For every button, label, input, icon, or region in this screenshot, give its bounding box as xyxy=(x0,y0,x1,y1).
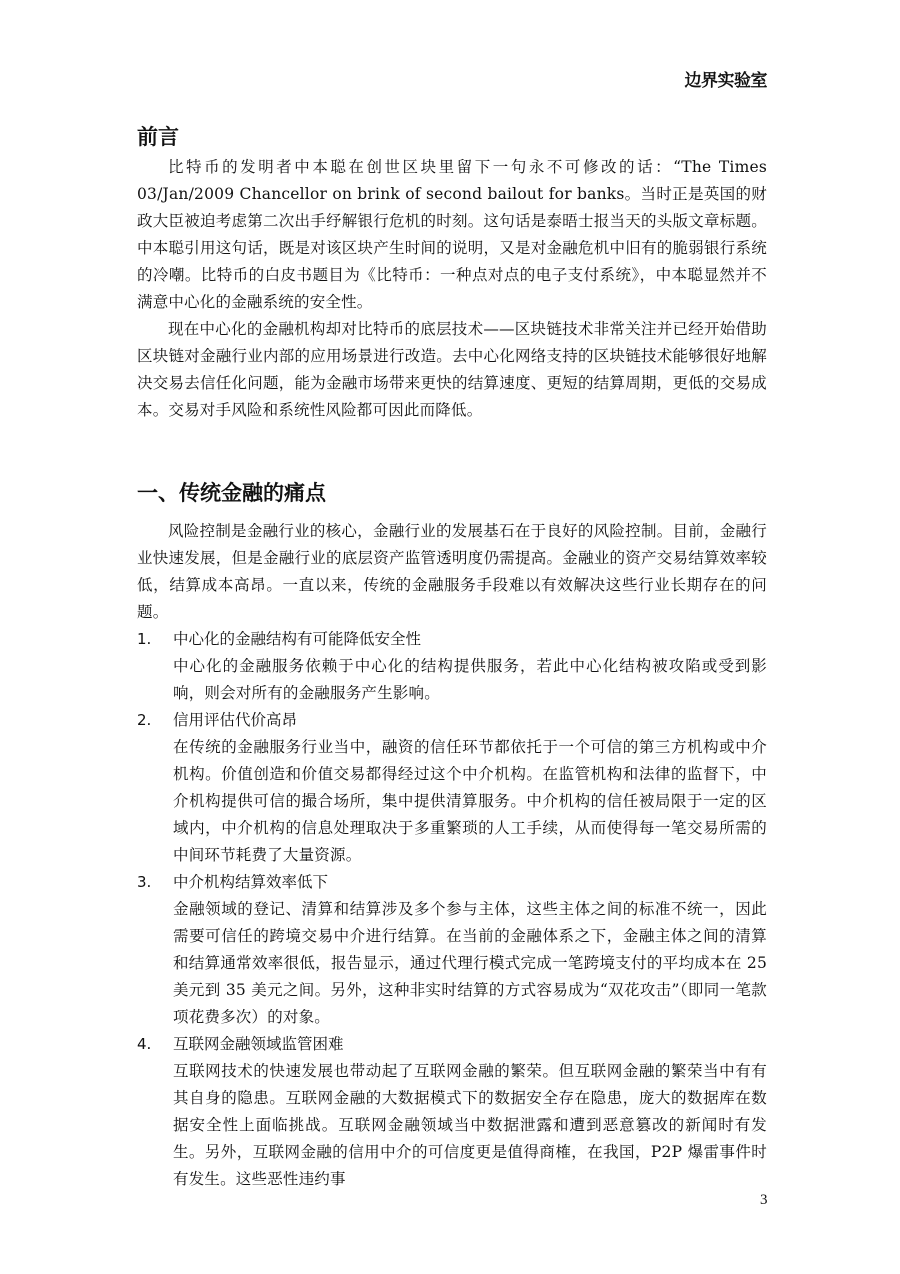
list-item-body: 互联网技术的快速发展也带动起了互联网金融的繁荣。但互联网金融的繁荣当中有有其自身的隐患。互联网金融的大数据模式下的数据安全存在隐患，庞大的数据库在数据安全性上面临挑战。互联网金融领域当中数据泄露和遭到恶意篡改的新闻时有发生。另外，互联网金融的信用中介的可信度更是值得商榷，在我国，P2P 爆雷事件时有发生。这些恶性违约事 xyxy=(173,1062,767,1188)
list-item xyxy=(137,626,767,707)
list-item xyxy=(137,869,767,1031)
list-item-body: 金融领域的登记、清算和结算涉及多个参与主体，这些主体之间的标准不统一，因此需要可信任的跨境交易中介进行结算。在当前的金融体系之下，金融主体之间的清算和结算通常效率很低，报告显示，通过代理行模式完成一笔跨境支付的平均成本在 25 美元到 35 美元之间。另外，这种非实时结算的方式容易成为“双花攻击”（即同一笔款项花费多次）的对象。 xyxy=(173,900,767,1026)
list-item-number: 4. xyxy=(137,1035,152,1053)
pain-points-list xyxy=(137,626,767,1193)
list-item-body: 中心化的金融服务依赖于中心化的结构提供服务，若此中心化结构被攻陷或受到影响，则会对所有的金融服务产生影响。 xyxy=(173,657,767,702)
list-item-number: 2. xyxy=(137,711,152,729)
preface-paragraph-2: 现在中心化的金融机构却对比特币的底层技术——区块链技术非常关注并已经开始借助区块链对金融行业内部的应用场景进行改造。去中心化网络支持的区块链技术能够很好地解决交易去信任化问题，能为金融市场带来更快的结算速度、更短的结算周期，更低的交易成本。交易对手风险和系统性风险都可因此而降低。 xyxy=(137,320,767,419)
list-item xyxy=(137,1031,767,1193)
list-item-title: 中介机构结算效率低下 xyxy=(173,873,329,891)
section-1-heading: 一、传统金融的痛点 xyxy=(137,481,326,505)
list-item-title: 信用评估代价高昂 xyxy=(173,711,298,729)
list-item-number: 1. xyxy=(137,630,152,648)
page-number: 3 xyxy=(760,1192,768,1208)
list-item xyxy=(137,707,767,869)
list-item-number: 3. xyxy=(137,873,152,891)
list-item-title: 中心化的金融结构有可能降低安全性 xyxy=(173,630,422,648)
page-content xyxy=(137,122,767,1193)
list-item-body: 在传统的金融服务行业当中，融资的信任环节都依托于一个可信的第三方机构或中介机构。价值创造和价值交易都得经过这个中介机构。在监管机构和法律的监督下，中介机构提供可信的撮合场所，集中提供清算服务。中介机构的信任被局限于一定的区域内，中介机构的信息处理取决于多重繁琐的人工手续，从而使得每一笔交易所需的中间环节耗费了大量资源。 xyxy=(173,738,767,864)
list-item-title: 互联网金融领域监管困难 xyxy=(173,1035,344,1053)
preface-paragraph-1: 比特币的发明者中本聪在创世区块里留下一句永不可修改的话：“The Times 03/Jan/2009 Chancellor on brink of second bailout for banks。当时正是英国的财政大臣被迫考虑第二次出手纾解银行危机的时刻。这句话是泰晤士报当天的头版文章标题。中本聪引用这句话，既是对该区块产生时间的说明，又是对金融危机中旧有的脆弱银行系统的冷嘲。比特币的白皮书题目为《比特币：一种点对点的电子支付系统》，中本聪显然并不满意中心化的金融系统的安全性。 xyxy=(137,158,767,311)
preface-heading: 前言 xyxy=(137,125,179,149)
section-1-intro: 风险控制是金融行业的核心，金融行业的发展基石在于良好的风险控制。目前，金融行业快速发展，但是金融行业的底层资产监管透明度仍需提高。金融业的资产交易结算效率较低，结算成本高昂。一直以来，传统的金融服务手段难以有效解决这些行业长期存在的问题。 xyxy=(137,522,767,621)
brand-logo: 边界实验室 xyxy=(684,71,767,91)
